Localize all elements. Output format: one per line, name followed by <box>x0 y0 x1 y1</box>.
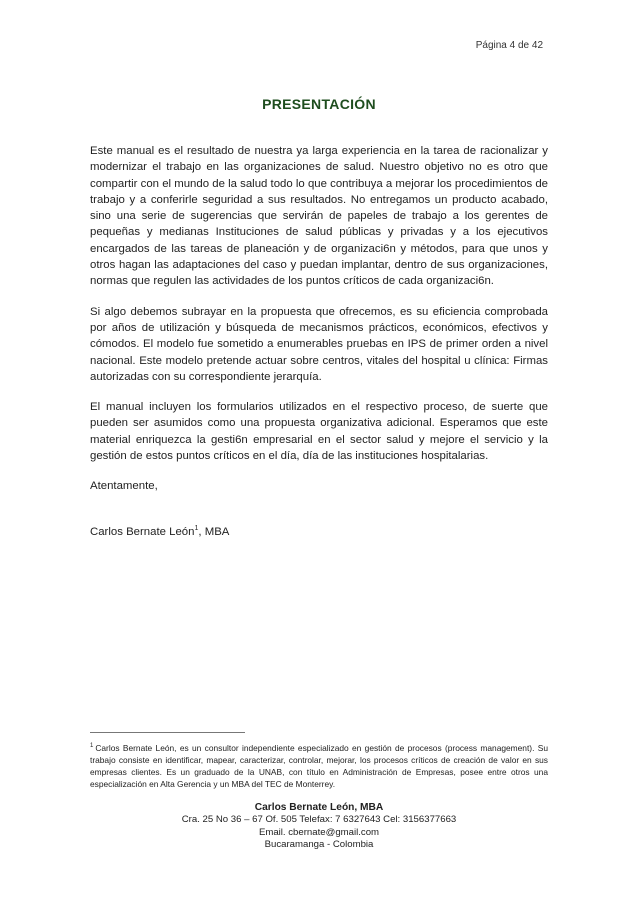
paragraph-1: Este manual es el resultado de nuestra ya larga experiencia en la tarea de racionalizar y modernizar el trabajo en las organizaciones de salud. Nuestro objetivo no es otro que compartir con el mundo de la salud todo lo que contribuya a mejorar los procedimientos de trabajo y a conferirle seguridad a sus resultados. No entregamos un producto acabado, sino una serie de sugerencias que servirán de papeles de trabajo a los gerentes de pequeñas y medianas Instituciones de salud públicas y privadas y a los ejecutivos encargados de las tareas de planeación y de organizaci6n y métodos, para que unos y otros hagan las adaptaciones del caso y puedan implantar, dentro de sus organizaciones, normas que regulen las actividades de los puntos críticos de cada organizaci6n. <box>90 145 548 288</box>
document-body <box>90 143 548 554</box>
signature-name: Carlos Bernate León <box>90 525 195 538</box>
page-footer <box>0 802 638 852</box>
footnote-mark: 1 <box>90 743 94 749</box>
signature-suffix: , MBA <box>198 525 230 538</box>
signature <box>90 521 548 540</box>
footnote-text: Carlos Bernate León, es un consultor independiente especializado en gestión de procesos (process management). Su trabajo consiste en identificar, mapear, caracterizar, controlar, mejorar, los procesos críticos de creación de valor en sus empresas clientes. Es un graduado de la UNAB, con título en Administración de Empresas, posee entre otros una especialización en Alta Gerencia y un MBA del TEC de Monterrey. <box>90 742 548 790</box>
footnote <box>90 740 548 790</box>
page-number: Página 4 de 42 <box>475 40 543 51</box>
footnote-separator <box>90 732 245 733</box>
paragraph-2: Si algo debemos subrayar en la propuesta que ofrecemos, es su eficiencia comprobada por años de utilización y búsqueda de mecanismos prácticos, económicos, efectivos y cómodos. El modelo fue sometido a enumerables pruebas en IPS de primer orden a nivel nacional. Este modelo pretende actuar sobre centros, vitales del hospital u clínica: Firmas autorizadas con su correspondiente jerarquía. <box>90 305 548 383</box>
footer-city: Bucaramanga - Colombia <box>264 839 374 851</box>
footer-name: Carlos Bernate León, MBA <box>254 802 384 813</box>
closing: Atentamente, <box>90 480 158 493</box>
footnote-reference: 1 <box>194 524 199 532</box>
footer-email: Email. cbernate@gmail.com <box>258 826 380 838</box>
document-title: PRESENTACIÓN <box>262 96 376 112</box>
paragraph-3: El manual incluyen los formularios utilizados en el respectivo proceso, de suerte que pueden ser asumidos como una propuesta organizativa adicional. Esperamos que este material enriquezca la gesti6n empresarial en el sector salud y mejore el servicio y la gestión de estos puntos críticos en el día, día de las instituciones hospitalarias. <box>90 401 548 463</box>
footer-address: Cra. 25 No 36 – 67 Of. 505 Telefax: 7 6327643 Cel: 3156377663 <box>181 814 457 826</box>
